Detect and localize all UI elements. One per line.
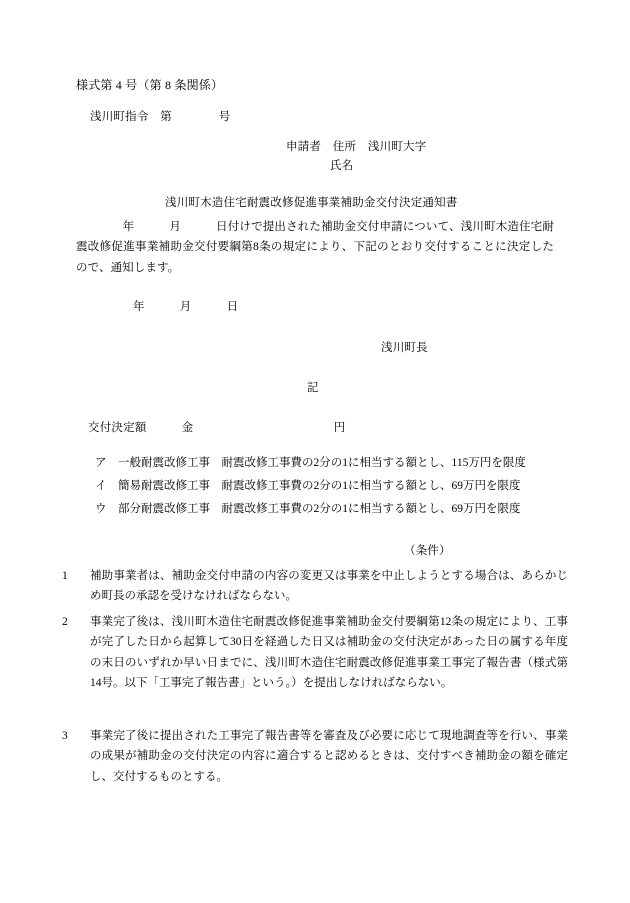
- item-description: 耐震改修工事費の2分の1に相当する額とし、115万円を限度: [221, 457, 526, 469]
- conditions-heading: （条件）: [404, 545, 451, 557]
- item-marker: ア: [95, 457, 107, 469]
- condition-text: 事業完了後は、浅川町木造住宅耐震改修促進事業補助金交付要綱第12条の規定により、工事が完了した日から起算して30日を経過した日又は補助金の交付決定があった日の属する年度の末日のいずれか早い日までに、浅川町木造住宅耐震改修促進事業工事完了報告書（様式第14号。以下「工事完了報告書」という。）を提出しなければならない。: [90, 616, 568, 690]
- item-marker: ウ: [95, 503, 107, 515]
- body-paragraph: 年 月 日付けで提出された補助金交付申請について、浅川町木造住宅耐震改修促進事業補助金交付要綱第8条の規定により、下記のとおり交付することに決定したので、通知します。: [76, 221, 554, 274]
- item-description: 耐震改修工事費の2分の1に相当する額とし、69万円を限度: [221, 503, 521, 515]
- directive-number-line: 浅川町指令 第 号: [90, 111, 231, 123]
- issuer-title: 浅川町長: [381, 342, 428, 354]
- item-work-type: 簡易耐震改修工事: [118, 480, 210, 492]
- condition-text: 補助事業者は、補助金交付申請の内容の変更又は事業を中止しようとする場合は、あらかじめ町長の承認を受けなければならない。: [90, 570, 568, 603]
- item-work-type: 一般耐震改修工事: [118, 457, 210, 469]
- item-description: 耐震改修工事費の2分の1に相当する額とし、69万円を限度: [221, 480, 521, 492]
- issue-date-line: 年 月 日: [133, 301, 239, 313]
- condition-item: [62, 726, 568, 787]
- condition-number: 1: [62, 570, 68, 582]
- item-marker: イ: [95, 480, 107, 492]
- condition-number: 2: [62, 616, 68, 628]
- document-title: 浅川町木造住宅耐震改修促進事業補助金交付決定通知書: [165, 197, 458, 209]
- subsidy-item-row: [95, 458, 526, 470]
- applicant-name: 氏名: [330, 160, 354, 172]
- subsidy-item-row: [95, 481, 521, 493]
- grant-amount-line: 交付決定額 金 円: [88, 422, 346, 434]
- condition-item: [62, 566, 568, 607]
- condition-text: 事業完了後に提出された工事完了報告書等を審査及び必要に応じて現地調査等を行い、事業の成果が補助金の交付決定の内容に適合すると認めるときは、交付すべき補助金の額を確定し、交付するものとする。: [90, 730, 568, 783]
- applicant-address: 申請者 住所 浅川町大字: [286, 141, 427, 153]
- condition-number: 3: [62, 730, 68, 742]
- form-number: 様式第 4 号（第 8 条関係）: [76, 78, 224, 92]
- item-work-type: 部分耐震改修工事: [118, 503, 210, 515]
- condition-item: [62, 612, 568, 694]
- subsidy-item-row: [95, 504, 521, 516]
- ki-marker: 記: [307, 382, 319, 394]
